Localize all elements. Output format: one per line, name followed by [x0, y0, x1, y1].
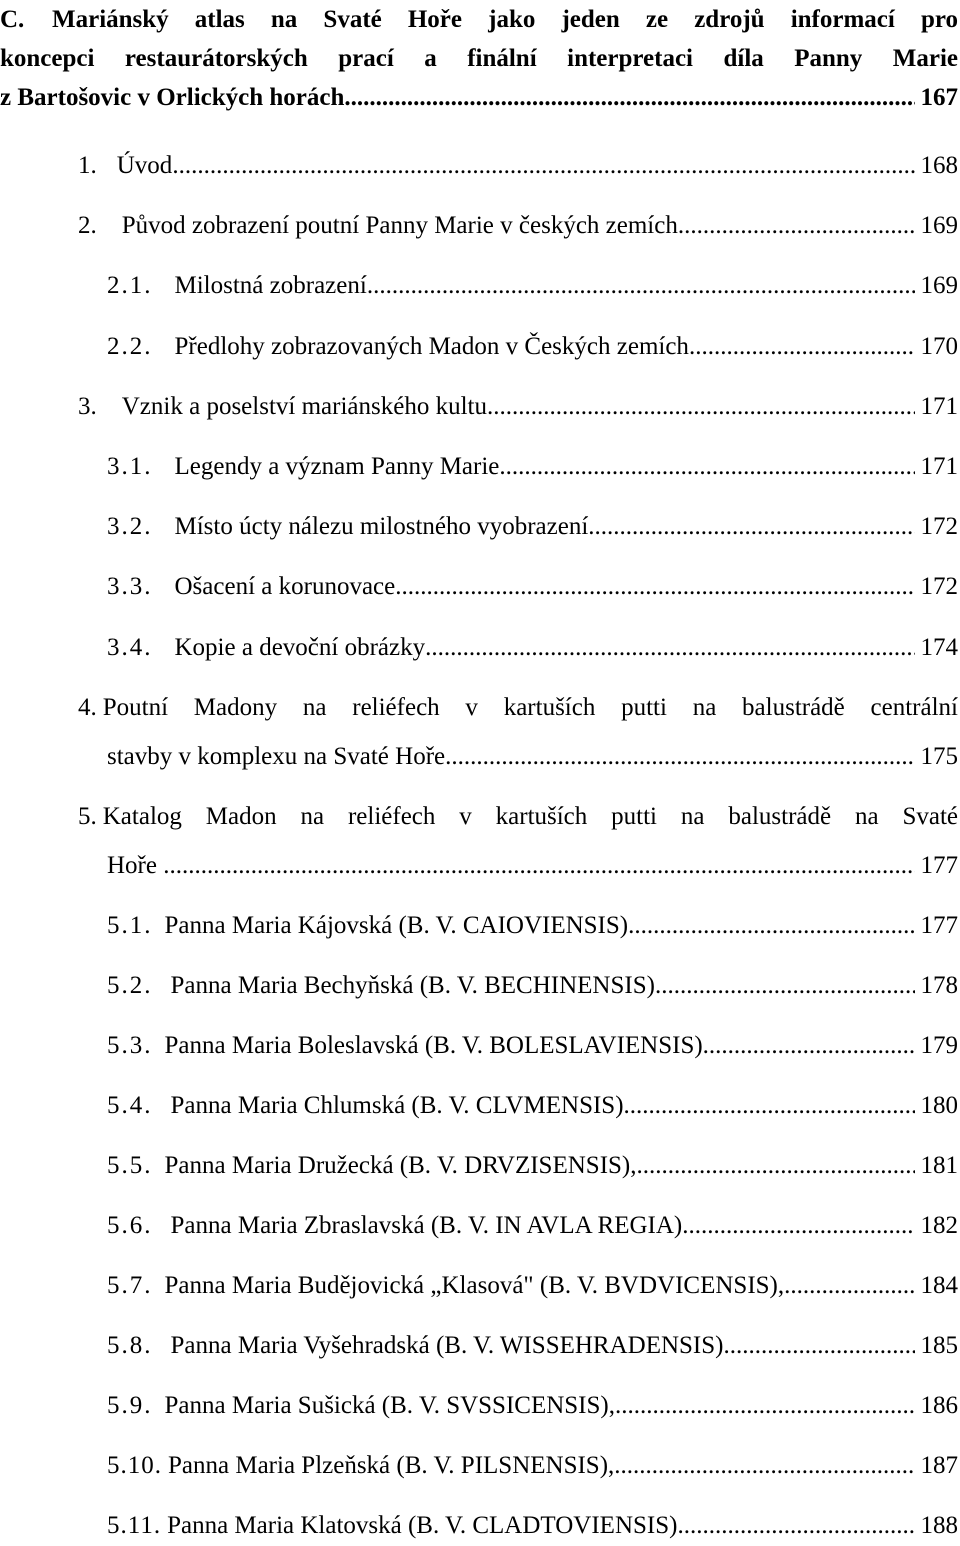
toc-entry-page: 174 — [920, 634, 958, 661]
toc-entry-page: 187 — [920, 1452, 958, 1479]
leader-dots — [628, 906, 914, 946]
toc-entry-title: Legendy a význam Panny Marie — [174, 453, 500, 480]
toc-entry-number: 5.11. — [107, 1512, 162, 1539]
toc-entry-title: Panna Maria Bechyňská (B. V. BECHINENSIS) — [170, 972, 655, 999]
toc-entry-title: Hoře — [107, 852, 164, 879]
toc-entry-number: 3.3. — [107, 573, 153, 600]
toc-entry-4-line-1[interactable] — [0, 688, 958, 728]
toc-entry-title: Panna Maria Chlumská (B. V. CLVMENSIS) — [170, 1092, 624, 1119]
toc-entry-number: 4. — [78, 694, 97, 721]
toc-entry-5-5[interactable] — [0, 1146, 958, 1186]
heading-page-number: 167 — [920, 84, 958, 111]
toc-entry-title: Panna Maria Plzeňská (B. V. PILSNENSIS), — [168, 1452, 615, 1479]
toc-entry-2-2[interactable] — [0, 327, 958, 367]
leader-dots — [677, 1506, 914, 1546]
toc-entry-title: Panna Maria Sušická (B. V. SVSSICENSIS), — [164, 1392, 615, 1419]
toc-entry-title: Místo úcty nálezu milostného vyobrazení — [174, 513, 589, 540]
toc-entry-number: 5.3. — [107, 1032, 153, 1059]
toc-entry-3-3[interactable] — [0, 567, 958, 607]
leader-dots — [445, 737, 914, 777]
toc-entry-5-2[interactable] — [0, 966, 958, 1006]
toc-entry-title: stavby v komplexu na Svaté Hoře — [107, 743, 446, 770]
toc-entry-title: Panna Maria Budějovická „Klasová" (B. V. BVDVICENSIS), — [164, 1272, 785, 1299]
leader-dots — [367, 266, 915, 306]
heading-leader-dots — [344, 78, 914, 117]
toc-entry-title: Panna Maria Boleslavská (B. V. BOLESLAVIENSIS) — [164, 1032, 703, 1059]
leader-dots — [655, 966, 915, 1006]
toc-entry-5-3[interactable] — [0, 1026, 958, 1066]
heading-line-1 — [0, 0, 958, 39]
toc-entry-page: 184 — [920, 1272, 958, 1299]
leader-dots — [172, 146, 914, 186]
toc-entry-number: 3.4. — [107, 634, 153, 661]
toc-entry-3-1[interactable] — [0, 447, 958, 487]
toc-entry-5-11[interactable] — [0, 1506, 958, 1546]
toc-entry-number: 5. — [78, 803, 97, 830]
toc-entry-title: Původ zobrazení poutní Panny Marie v českých zemích — [121, 212, 678, 239]
toc-entry-number: 5.10. — [107, 1452, 162, 1479]
toc-entry-2[interactable] — [0, 206, 958, 246]
leader-dots — [689, 327, 915, 367]
toc-entry-page: 181 — [920, 1152, 958, 1179]
toc-entry-page: 169 — [920, 212, 958, 239]
heading-letter: C. — [0, 6, 25, 33]
leader-dots — [637, 1146, 915, 1186]
leader-dots — [487, 387, 915, 427]
toc-entry-title: Úvod — [116, 152, 173, 179]
toc-entry-number: 5.4. — [107, 1092, 153, 1119]
toc-entry-number: 5.6. — [107, 1212, 153, 1239]
toc-heading — [0, 0, 958, 117]
toc-entry-title-line-1: Katalog Madon na reliéfech v kartuších putti na balustrádě na Svaté — [102, 803, 958, 830]
toc-entry-5-6[interactable] — [0, 1206, 958, 1246]
toc-entry-number: 5.2. — [107, 972, 153, 999]
heading-line-2 — [0, 39, 958, 78]
toc-entry-page: 171 — [920, 453, 958, 480]
toc-entry-page: 179 — [920, 1032, 958, 1059]
leader-dots — [703, 1026, 915, 1066]
heading-line-2-text: koncepci restaurátorských prací a finální interpretaci díla Panny Marie — [0, 45, 958, 72]
toc-entry-number: 5.9. — [107, 1392, 153, 1419]
toc-entry-page: 177 — [920, 852, 958, 879]
toc-entry-number: 1. — [78, 152, 97, 179]
leader-dots — [624, 1086, 915, 1126]
heading-line-3-text: z Bartošovic v Orlických horách — [0, 84, 345, 111]
leader-dots — [499, 447, 914, 487]
toc-entry-title: Milostná zobrazení — [174, 272, 367, 299]
toc-entry-page: 188 — [920, 1512, 958, 1539]
toc-entry-page: 180 — [920, 1092, 958, 1119]
toc-entry-5-4[interactable] — [0, 1086, 958, 1126]
toc-entry-title: Panna Maria Klatovská (B. V. CLADTOVIENSIS) — [167, 1512, 678, 1539]
toc-entry-5-line-1[interactable] — [0, 797, 958, 837]
toc-entry-page: 175 — [920, 743, 958, 770]
toc-entry-title: Panna Maria Kájovská (B. V. CAIOVIENSIS) — [164, 912, 629, 939]
leader-dots — [614, 1446, 914, 1486]
leader-dots — [163, 846, 914, 886]
toc-entry-number: 2.1. — [107, 272, 153, 299]
heading-line-1-text: Mariánský atlas na Svaté Hoře jako jeden ze zdrojů informací pro — [52, 6, 958, 33]
toc-entry-3[interactable] — [0, 387, 958, 427]
toc-entry-title: Ošacení a korunovace — [174, 573, 396, 600]
toc-entry-title-line-1: Poutní Madony na reliéfech v kartuších putti na balustrádě centrální — [102, 694, 958, 721]
leader-dots — [784, 1266, 914, 1306]
toc-entry-3-2[interactable] — [0, 507, 958, 547]
leader-dots — [395, 567, 914, 607]
toc-entry-5-9[interactable] — [0, 1386, 958, 1426]
toc-entry-title: Panna Maria Družecká (B. V. DRVZISENSIS), — [164, 1152, 637, 1179]
toc-entry-4-line-2[interactable] — [0, 737, 958, 777]
leader-dots — [588, 507, 914, 547]
leader-dots — [724, 1326, 915, 1366]
toc-entry-5-line-2[interactable] — [0, 846, 958, 886]
toc-entry-5-8[interactable] — [0, 1326, 958, 1366]
toc-entry-title: Předlohy zobrazovaných Madon v Českých zemích — [174, 333, 689, 360]
toc-entry-number: 5.7. — [107, 1272, 153, 1299]
toc-entry-number: 5.1. — [107, 912, 153, 939]
toc-entry-number: 2. — [78, 212, 97, 239]
leader-dots — [425, 628, 914, 668]
toc-entry-page: 169 — [920, 272, 958, 299]
toc-entry-title: Kopie a devoční obrázky — [174, 634, 426, 661]
toc-entry-page: 171 — [920, 393, 958, 420]
toc-entry-5-1[interactable] — [0, 906, 958, 946]
toc-entry-number: 5.8. — [107, 1332, 153, 1359]
leader-dots — [678, 206, 915, 246]
toc-entry-2-1[interactable] — [0, 266, 958, 306]
toc-entry-number: 2.2. — [107, 333, 153, 360]
toc-entry-5-10[interactable] — [0, 1446, 958, 1486]
toc-entry-page: 172 — [920, 573, 958, 600]
leader-dots — [682, 1206, 914, 1246]
toc-entry-number: 3. — [78, 393, 97, 420]
toc-entry-page: 170 — [920, 333, 958, 360]
toc-entry-page: 168 — [920, 152, 958, 179]
toc-entry-5-7[interactable] — [0, 1266, 958, 1306]
toc-entry-3-4[interactable] — [0, 628, 958, 668]
toc-entry-page: 178 — [920, 972, 958, 999]
toc-entry-page: 177 — [920, 912, 958, 939]
toc-entry-number: 3.1. — [107, 453, 153, 480]
toc-entry-page: 182 — [920, 1212, 958, 1239]
toc-entry-title: Panna Maria Zbraslavská (B. V. IN AVLA REGIA) — [170, 1212, 683, 1239]
toc-entry-title: Panna Maria Vyšehradská (B. V. WISSEHRADENSIS) — [170, 1332, 724, 1359]
toc-entry-number: 3.2. — [107, 513, 153, 540]
toc-entry-1[interactable] — [0, 146, 958, 186]
toc-entry-number: 5.5. — [107, 1152, 153, 1179]
toc-entry-page: 172 — [920, 513, 958, 540]
toc-entry-page: 186 — [920, 1392, 958, 1419]
heading-line-3[interactable] — [0, 78, 958, 117]
toc-entry-page: 185 — [920, 1332, 958, 1359]
leader-dots — [615, 1386, 915, 1426]
toc-entry-title: Vznik a poselství mariánského kultu — [121, 393, 487, 420]
